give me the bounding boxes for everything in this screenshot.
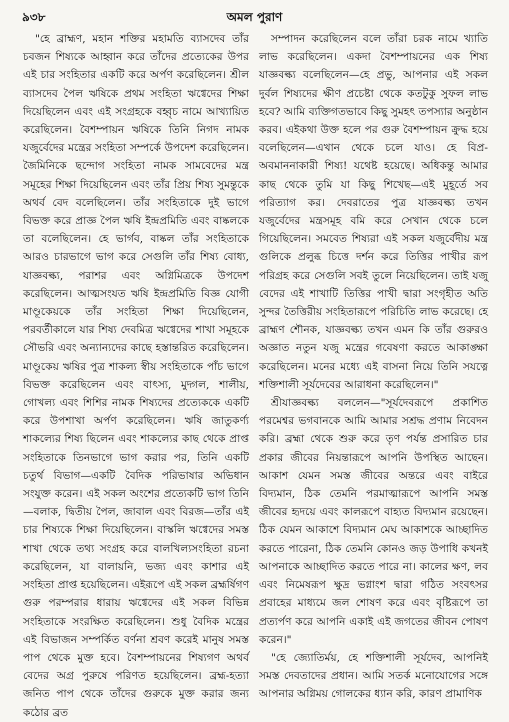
page-number: ৯৩৮	[22, 10, 46, 24]
page-header	[0, 6, 509, 28]
right-column	[259, 30, 488, 706]
running-title: অমল পুরাণ	[226, 10, 283, 24]
paragraph: সম্পাদন করেছিলেন বলে তাঁরা চরক নামে খ্যাতি লাভ করেছিলেন। একদা বৈশম্পায়নের এক শিষ্য যাজ্ঞবল্ক্য বলেছিলেন—হে প্রভু, আপনার এই সকল দুর্বল শিষ্যদের ক্ষীণ প্রচেষ্টা থেকে কতটুকু সুফল লাভ হবে? আমি ব্যক্তিগতভাবে কিছু সুমহৎ তপস্যার অনুষ্ঠান করব। এইকথা উক্ত হলে পর গুরু বৈশম্পায়ন ক্রুদ্ধ হয়ে বলেছিলেন—এখান থেকে চলে যাও। হে বিপ্র-অবমাননাকারী শিষ্য! যথেষ্ট হয়েছে। অধিকন্তু আমার কাছ থেকে তুমি যা কিছু শিখেছ—এই মুহূর্তে সব পরিত্যাগ কর। দেবরাতের পুত্র যাজ্ঞবল্ক্য তখন যজুর্বেদের মন্ত্রসমূহ বমি করে সেখান থেকে চলে গিয়েছিলেন। সমবেত শিষ্যরা এই সকল যজুর্বেদীয় মন্ত্র গুলিকে প্রলুব্ধ চিত্তে দর্শন করে তিত্তির পাখীর রূপ পরিগ্রহ করে সেগুলি সবই তুলে নিয়েছিলেন। তাই যজু বেদের এই শাখাটি তিত্তির পাখী দ্বারা সংগৃহীত অতি সুন্দর তৈত্তিরীয় সংহিতারূপে পরিচিতি লাভ করেছে। হে ব্রাহ্মণ শৌনক, যাজ্ঞবল্ক্য তখন এমন কি তাঁর গুরুরও অজ্ঞাত নতুন যজু মন্ত্রের গবেষণা করতে আকাঙ্ক্ষা করেছিলেন। মনের মধ্যে এই বাসনা নিয়ে তিনি সযত্নে শক্তিশালী সূর্যদেবের আরাধনা করেছিলেন।"	[259, 33, 488, 391]
paragraph: "হে ব্রাহ্মণ, মহান শক্তির মহামতি ব্যাসদেব তাঁর চবজন শিষ্যকে আহ্বান করে তাঁদের প্রত্যেকের উপর এই চার সংহিতার একটি করে অর্পণ করেছিলেন। শ্রীল ব্যাসদেব পৈল ঋষিকে প্রথম সংহিতা ঋগ্বেদের শিক্ষা দিয়েছিলেন এবং এই সংগ্রহকে বহ্বৃচ নামে আখ্যায়িত করেছিলেন। বৈশম্পায়ন ঋষিকে তিনি নিগদ নামক যজুর্বেদের মন্ত্রের সংহিতা সম্পর্কে উপদেশ করেছিলেন। জৈমিনিকে ছন্দোগ সংহিতা নামক সামবেদের মন্ত্র সমূহের শিক্ষা দিয়েছিলেন এবং তাঁর প্রিয় শিষ্য সুমন্তুকে অথর্ব বেদ বলেছিলেন। তাঁর সংহিতাকে দুই ভাগে বিভক্ত করে প্রাজ্ঞ পৈল ঋষি ইন্দ্রপ্রমিতি এবং বাষ্কলকে তা বলেছিলেন। হে ভার্গব, বাষ্কল তাঁর সংহিতাকে আরও চারভাগে ভাগ করে সেগুলি তাঁর শিষ্য বোধ্য, যাজ্ঞবল্ক্য, পরাশর এবং অগ্নিমিত্রকে উপদেশ করেছিলেন। আত্মসংযত ঋষি ইন্দ্রপ্রমিতি বিজ্ঞ যোগী মাণ্ডূকেয়কে তাঁর সংহিতা শিক্ষা দিয়েছিলেন, পরবর্তীকালে যার শিষ্য দেবমিত্র ঋগ্বেদের শাখা সমূহকে সৌভরি এবং অন্যান্যদের কাছে হস্তান্তরিত করেছিলেন। মাণ্ডূকেয় ঋষির পুত্র শাকল্য স্বীয় সংহিতাকে পাঁচ ভাগে বিভক্ত করেছিলেন এবং বাৎস্য, মুদ্গল, শালীয়, গোখল্য এবং শিশির নামক শিষ্যদের প্রত্যেককে একটি করে উপশাখা অর্পণ করেছিলেন। ঋষি জাতুকর্ণ্য শাকল্যের শিষ্য ছিলেন এবং শাকল্যের কাছ থেকে প্রাপ্ত সংহিতাকে তিনভাগে ভাগ করার পর, তিনি একটি চতুর্থ বিভাগ—একটি বৈদিক পরিভাষার অভিধান সংযুক্ত করেন। এই সকল অংশের প্রত্যেকটি ভাগ তিনি—বলাক, দ্বিতীয় পৈল, জাবাল এবং বিরজ—তাঁর এই চার শিষ্যকে শিক্ষা দিয়েছিলেন। বাস্কলি ঋগ্বেদের সমস্ত শাখা থেকে তথ্য সংগ্রহ করে বালখিল্যসংহিতা রচনা করেছিলেন, যা বালায়নি, ভজ্য এবং কাশার এই সংহিতা প্রাপ্ত হয়েছিলেন। এইরূপে এই সকল ব্রহ্মর্ষিগণ গুরু পরম্পরার ধারায় ঋগ্বেদের এই সকল বিভিন্ন সংহিতাকে সংরক্ষিত করেছিলেন। শুধু বৈদিক মন্ত্রের এই বিভাজন সম্পর্কিত বর্ণনা শ্রবণ করেই মানুষ সমস্ত পাপ থেকে মুক্ত হবে। বৈশম্পায়নের শিষ্যগণ অথর্ব বেদের অগ্র পুরুষে পরিণত হয়েছিলেন। ব্রহ্ম-হত্যা জনিত পাপ থেকে তাঁদের গুরুকে মুক্ত করার জন্য কঠোর ব্রত	[23, 33, 249, 719]
paragraph: "হে জ্যোতির্ময়, হে শক্তিশালী সূর্যদেব, আপনিই সমস্ত দেবতাদের প্রধান। আমি সতর্ক মনোযোগের সঙ্গে আপনার অগ্নিময় গোলকের ধ্যান করি, কারণ প্রামাণিক	[259, 651, 488, 701]
left-column	[23, 30, 249, 719]
paragraph: শ্রীযাজ্ঞবল্ক্য বললেন—"সূর্যদেবরূপে প্রকাশিত পরমেশ্বর ভগবানকে আমি আমার সশ্রদ্ধ প্রণাম নিবেদন করি। ব্রহ্মা থেকে শুরু করে তৃণ পর্যন্ত প্রসারিত চার প্রকার জীবের নিয়ন্তারূপে আপনি উপস্থিত আছেন। আকাশ যেমন সমস্ত জীবের অন্তরে এবং বাইরে বিদ্যমান, ঠিক তেমনি পরমাত্মারূপে আপনি সমস্ত জীবের হৃদয়ে এবং কালরূপে বাহ্যত বিদ্যমান রয়েছেন। ঠিক যেমন আকাশে বিদ্যমান মেঘ আকাশকে আচ্ছাদিত করতে পারেনা, ঠিক তেমনি কোনও জড় উপাধি কখনই আপনাকে আচ্ছাদিত করতে পারে না। কালের ক্ষণ, লব এবং নিমেষরূপ ক্ষুদ্র ভগ্নাংশ দ্বারা গঠিত সংবৎসর প্রবাহের মাধ্যমে জল শোষণ করে এবং বৃষ্টিরূপে তা প্রত্যর্পণ করে আপনি একাই এই জগতের জীবন পোষণ করেন।"	[259, 397, 488, 646]
